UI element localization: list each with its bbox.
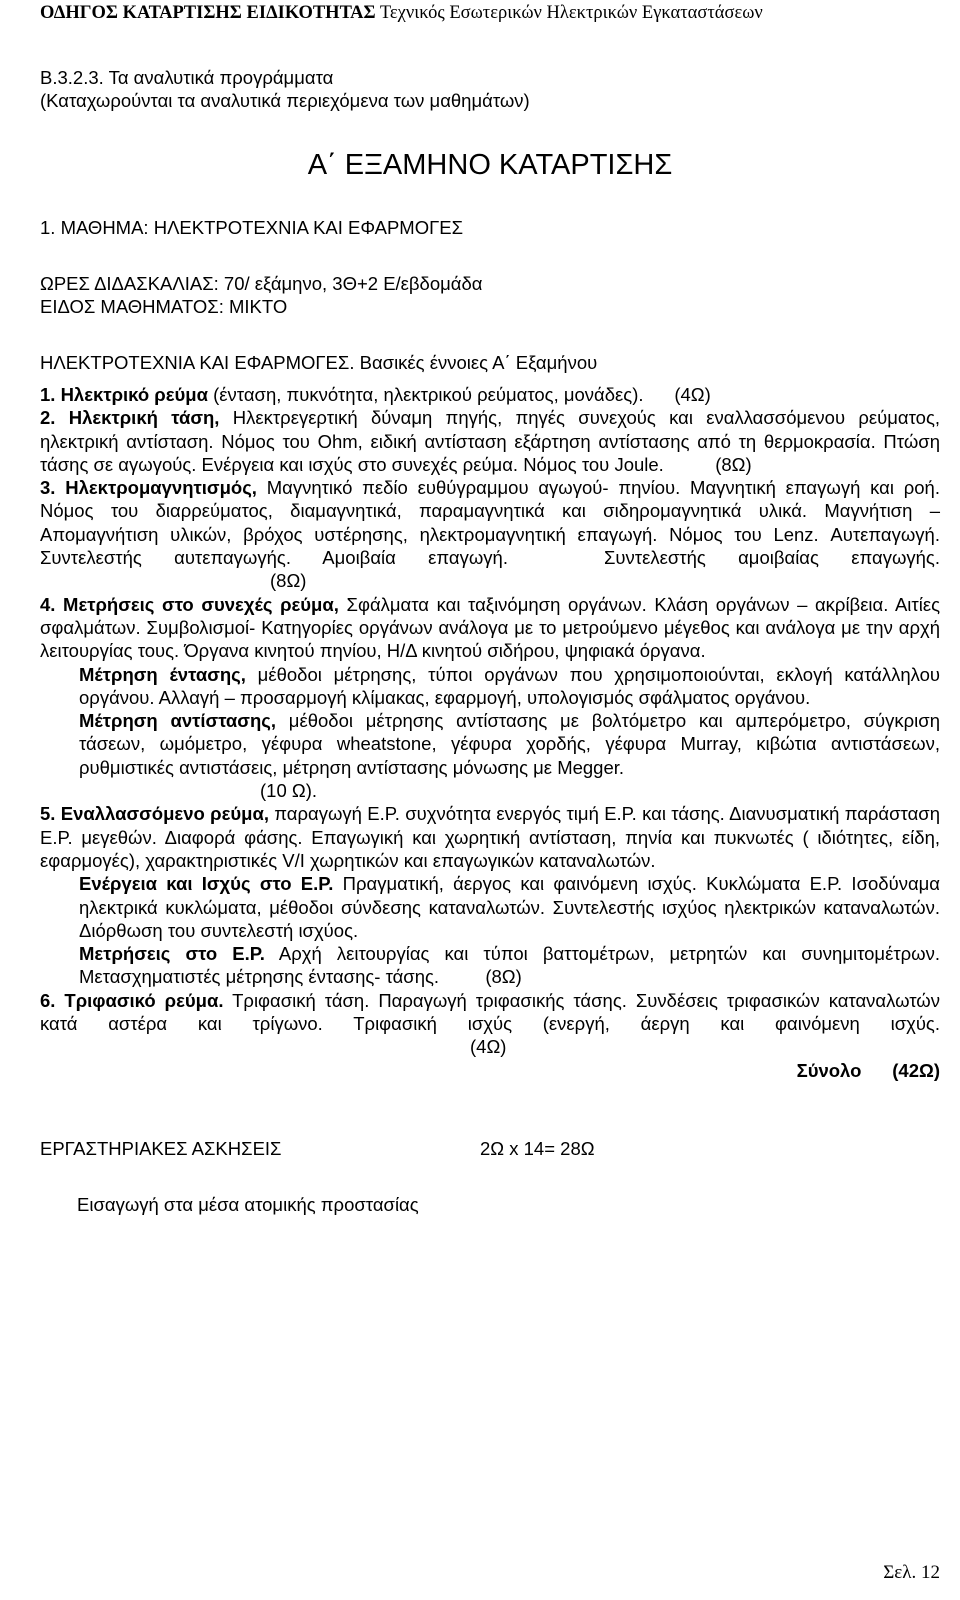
topic-4b-text: μέθοδοι μέτρησης αντίστασης με βολτόμετρο και αμπερόμετρο, σύγκριση τάσεων, ωμόμετρο, γέφυρα wheatstone, γέφυρα χορδής, γέφυρα Murray, κιβώτια αντιστάσεων, ρυθμιστικές αντιστάσεις, μέτρηση αντίστασης μόνωσης με Megger.: [79, 710, 940, 778]
topic-4a-text: μέθοδοι μέτρησης, τύποι οργάνων που χρησιμοποιούνται, εκλογή κατάλληλου οργάνου. Αλλαγή – προσαρμογή κλίμακας, εφαρμογή, υπολογισμός σφάλματος οργάνου.: [79, 663, 941, 708]
topic-3-title: 3. Ηλεκτρομαγνητισμός,: [40, 477, 257, 499]
topic-4-hours: (10 Ω).: [260, 780, 318, 802]
course-subtitle: ΗΛΕΚΤΡΟΤΕΧΝΙΑ ΚΑΙ ΕΦΑΡΜΟΓΕΣ. Βασικές έννοιες Α΄ Εξαμήνου: [40, 352, 598, 373]
topic-1-text: (ένταση, πυκνότητα, ηλεκτρικού ρεύματος, μονάδες).: [207, 384, 644, 405]
topic-5: [40, 802, 940, 872]
topic-3-text: Μαγνητικό πεδίο ευθύγραμμου αγωγού- πηνίου. Μαγνητική επαγωγή και ροή. Νόμος του διαρρεύματος, διαμαγνητικά, παραμαγνητικά και σιδηρομαγνητικά υλικά. Μαγνήτιση – Απομαγνήτιση υλικών, βρόχος υστέρησης, ηλεκτρομαγνητική επαγωγή. Νόμος του Lenz. Αυτεπαγωγή. Συντελεστής αυτεπαγωγής. Αμοιβαία επαγωγή.: [40, 477, 940, 569]
header-guide-title: ΟΔΗΓΟΣ ΚΑΤΑΡΤΙΣΗΣ ΕΙΔΙΚΟΤΗΤΑΣ: [40, 3, 376, 23]
lab-first-item: Εισαγωγή στα μέσα ατομικής προστασίας: [77, 1193, 419, 1215]
lab-hours: 2Ω x 14= 28Ω: [480, 1137, 595, 1159]
page-body: [40, 66, 940, 1216]
topic-2-hours: (8Ω): [715, 453, 752, 475]
topic-1: [40, 383, 940, 406]
topic-5a: [40, 872, 940, 942]
topic-5-text: παραγωγή Ε.Ρ. συχνότητα ενεργός τιμή Ε.Ρ. και τάσης. Διανυσματική παράσταση Ε.Ρ. μεγεθών. Διαφορά φάσης. Επαγωγική και χωρητική αντίσταση, πηνία και πυκνωτές ( ιδιότητες, είδη, εφαρμογές), χαρακτηριστικές V/I χωρητικών και επαγωγικών καταναλωτών.: [40, 803, 940, 871]
page-number: Σελ. 12: [883, 1562, 940, 1583]
lab-label: ΕΡΓΑΣΤΗΡΙΑΚΕΣ ΑΣΚΗΣΕΙΣ: [40, 1137, 282, 1159]
topic-4-title: 4. Μετρήσεις στο συνεχές ρεύμα,: [40, 593, 339, 615]
topic-5b-title: Μετρήσεις στο Ε.Ρ.: [79, 943, 265, 965]
topic-6: [40, 989, 940, 1059]
topic-3-hours: (8Ω): [270, 570, 307, 592]
total-label: Σύνολο: [796, 1059, 862, 1081]
topic-2-text: Ηλεκτρεγερτική δύναμη πηγής, πηγές συνεχούς και εναλλασσόμενου ρεύματος, ηλεκτρική αντίσταση. Νόμος του Ohm, ειδική αντίσταση εξάρτηση αντίστασης από τη θερμοκρασία. Πτώση τάσης σε αγωγούς. Ενέργεια και ισχύς στο συνεχές ρεύμα. Νόμος του Joule.: [40, 407, 940, 475]
section-subheading: (Καταχωρούνται τα αναλυτικά περιεχόμενα των μαθημάτων): [40, 90, 530, 111]
topic-5a-title: Ενέργεια και Ισχύς στο Ε.Ρ.: [79, 873, 334, 895]
topic-4b: [40, 709, 940, 779]
topic-2-title: 2. Ηλεκτρική τάση,: [40, 407, 220, 429]
document-header: [40, 3, 940, 24]
topic-4b-title: Μέτρηση αντίστασης,: [79, 710, 277, 732]
semester-title: Α΄ ΕΞΑΜΗΝΟ ΚΑΤΑΡΤΙΣΗΣ: [307, 149, 673, 181]
topic-4: [40, 593, 940, 663]
topic-6-hours: (4Ω): [470, 1036, 507, 1058]
topic-4a-title: Μέτρηση έντασης,: [79, 663, 246, 685]
course-hours: ΩΡΕΣ ΔΙΔΑΣΚΑΛΙΑΣ: 70/ εξάμηνο, 3Θ+2 Ε/εβδομάδα: [40, 273, 483, 294]
topic-1-hours: (4Ω): [674, 384, 711, 405]
topic-1-title: 1. Ηλεκτρικό ρεύμα: [40, 384, 208, 405]
header-specialty: Τεχνικός Εσωτερικών Ηλεκτρικών Εγκαταστάσεων: [375, 3, 763, 23]
topic-5b-text: Αρχή λειτουργίας και τύποι βαττομέτρων, μετρητών και συνημιτομέτρων. Μετασχηματιστές μέτρησης έντασης- τάσης.: [79, 943, 940, 988]
topic-6-text: Τριφασική τάση. Παραγωγή τριφασικής τάσης. Συνδέσεις τριφασικών καταναλωτών κατά αστέρα και τρίγωνο. Τριφασική ισχύς (ενεργή, άεργη και φαινόμενη ισχύς.: [40, 989, 940, 1035]
topic-3-text-2: Συντελεστής αμοιβαίας επαγωγής.: [603, 547, 940, 569]
topic-4-text: Σφάλματα και ταξινόμηση οργάνων. Κλάση οργάνων – ακρίβεια. Αιτίες σφαλμάτων. Συμβολισμοί- Κατηγορίες οργάνων ανάλογα με το μετρούμενο μέγεθος και ανάλογα με την αρχή λειτουργίας τους. Όργανα κινητού πηνίου, Η/Δ κινητού σιδήρου, ψηφιακά όργανα.: [40, 593, 941, 662]
topic-5b: [40, 942, 940, 989]
topic-5a-text: Πραγματική, άεργος και φαινόμενη ισχύς. Κυκλώματα Ε.Ρ. Ισοδύναμα ηλεκτρικά κυκλώματα, μέθοδοι σύνδεσης καταναλωτών. Συντελεστής ισχύος ηλεκτρικών καταναλωτών. Διόρθωση του συντελεστή ισχύος.: [79, 873, 940, 941]
course-title: 1. ΜΑΘΗΜΑ: ΗΛΕΚΤΡΟΤΕΧΝΙΑ ΚΑΙ ΕΦΑΡΜΟΓΕΣ: [40, 217, 464, 238]
section-heading: Β.3.2.3. Τα αναλυτικά προγράμματα: [40, 67, 334, 88]
course-type: ΕΙΔΟΣ ΜΑΘΗΜΑΤΟΣ: ΜΙΚΤΟ: [40, 296, 288, 317]
topic-6-title: 6. Τριφασικό ρεύμα.: [40, 989, 224, 1011]
topic-3: [40, 476, 940, 592]
topic-2: [40, 406, 940, 476]
total-value: (42Ω): [892, 1059, 940, 1081]
lab-line: [40, 1137, 940, 1160]
topic-5-title: 5. Εναλλασσόμενο ρεύμα,: [40, 803, 269, 825]
topics-list: [40, 383, 940, 1059]
topic-5-hours: (8Ω): [485, 966, 522, 988]
total-line: [40, 1059, 940, 1082]
topic-4a: [40, 663, 940, 710]
